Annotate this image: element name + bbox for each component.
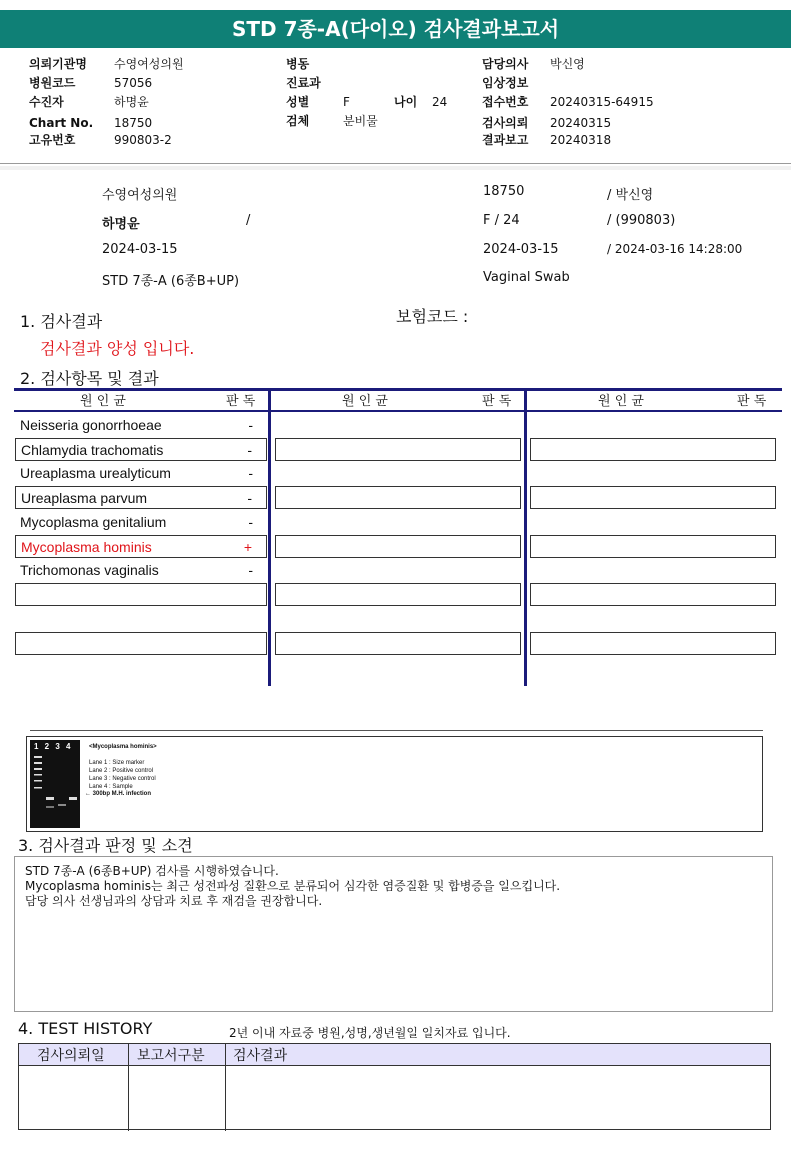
gel-divider bbox=[30, 730, 763, 731]
summary-datetime: / 2024-03-16 14:28:00 bbox=[607, 242, 743, 256]
empty-row bbox=[275, 583, 521, 606]
pathogen-result: + bbox=[243, 539, 252, 555]
request-value: 20240315 bbox=[550, 116, 612, 130]
empty-row bbox=[15, 583, 267, 606]
id-label: 고유번호 bbox=[29, 133, 76, 147]
summary-chart: 18750 bbox=[483, 184, 525, 199]
history-note: 2년 이내 자료중 병원,성명,생년월일 일치자료 입니다. bbox=[229, 1026, 511, 1040]
pathogen-result: - bbox=[248, 417, 253, 433]
pathogen-name: Ureaplasma urealyticum bbox=[20, 465, 171, 481]
col-header-pathogen-2: 원 인 균 bbox=[342, 394, 388, 409]
section3-title: 3. 검사결과 판정 및 소견 bbox=[18, 836, 193, 855]
result-row bbox=[15, 511, 267, 534]
history-col-divider bbox=[128, 1044, 129, 1131]
hospital-value: 수영여성의원 bbox=[114, 57, 184, 71]
summary-slash: / bbox=[246, 213, 251, 228]
code-label: 병원코드 bbox=[29, 76, 76, 90]
empty-row bbox=[275, 486, 521, 509]
doctor-label: 담당의사 bbox=[482, 57, 529, 71]
result-row bbox=[15, 559, 267, 582]
empty-row bbox=[275, 535, 521, 558]
history-header bbox=[19, 1044, 770, 1066]
empty-row bbox=[530, 583, 776, 606]
receipt-label: 접수번호 bbox=[482, 95, 529, 109]
result-row bbox=[15, 438, 267, 461]
report-value: 20240318 bbox=[550, 133, 612, 147]
col-header-result-3: 판 독 bbox=[737, 394, 767, 409]
positive-result-text: 검사결과 양성 입니다. bbox=[40, 339, 195, 358]
code-value: 57056 bbox=[114, 76, 153, 90]
chart-value: 18750 bbox=[114, 116, 153, 130]
report-title: STD 7종-A(다이오) 검사결과보고서 bbox=[0, 10, 791, 48]
col-header-pathogen-3: 원 인 균 bbox=[598, 394, 644, 409]
history-table bbox=[18, 1043, 771, 1130]
comment-box bbox=[14, 856, 773, 1012]
table-divider-2 bbox=[524, 388, 527, 686]
id-value: 990803-2 bbox=[114, 133, 172, 147]
gel-lane-numbers: 1 2 3 4 bbox=[34, 742, 73, 751]
doctor-value: 박신영 bbox=[550, 57, 585, 71]
hospital-label: 의뢰기관명 bbox=[29, 57, 87, 71]
summary-sex-age: F / 24 bbox=[483, 213, 520, 228]
patient-label: 수진자 bbox=[29, 95, 64, 109]
pathogen-name: Ureaplasma parvum bbox=[21, 490, 148, 506]
section4-title: 4. TEST HISTORY bbox=[18, 1019, 153, 1038]
summary-hospital: 수영여성의원 bbox=[102, 188, 178, 203]
gel-lane4: Lane 4 : Sample bbox=[89, 784, 133, 790]
gel-title: <Mycoplasma hominis> bbox=[89, 744, 157, 750]
summary-doctor: / 박신영 bbox=[607, 188, 654, 203]
pathogen-result: - bbox=[247, 490, 252, 506]
result-row-positive bbox=[15, 535, 267, 558]
result-row bbox=[15, 414, 267, 437]
empty-row bbox=[530, 486, 776, 509]
pathogen-result: - bbox=[247, 442, 252, 458]
chart-label: Chart No. bbox=[29, 116, 94, 130]
summary-specimen: Vaginal Swab bbox=[483, 270, 570, 285]
summary-birth: / (990803) bbox=[607, 213, 676, 228]
pathogen-result: - bbox=[248, 514, 253, 530]
clinical-label: 임상정보 bbox=[482, 76, 529, 90]
empty-row bbox=[15, 632, 267, 655]
insurance-code-label: 보험코드 : bbox=[396, 307, 469, 326]
sex-label: 성별 bbox=[286, 95, 310, 109]
patient-value: 하명윤 bbox=[114, 95, 149, 109]
gel-image bbox=[30, 740, 80, 828]
summary-date1: 2024-03-15 bbox=[102, 242, 178, 257]
age-value: 24 bbox=[432, 95, 448, 109]
specimen-value: 분비물 bbox=[343, 114, 378, 128]
summary-test: STD 7종-A (6종B+UP) bbox=[102, 274, 240, 289]
specimen-label: 검체 bbox=[286, 114, 310, 128]
result-row bbox=[15, 462, 267, 485]
empty-row bbox=[530, 535, 776, 558]
gel-lane2: Lane 2 : Positive control bbox=[89, 768, 154, 774]
table-top-border bbox=[14, 388, 782, 391]
col-header-result-1: 판 독 bbox=[226, 394, 256, 409]
empty-row bbox=[530, 632, 776, 655]
pathogen-result: - bbox=[248, 465, 253, 481]
comment-line: 담당 의사 선생님과의 상담과 치료 후 재검을 권장합니다. bbox=[25, 894, 323, 908]
gel-lane3: Lane 3 : Negative control bbox=[89, 776, 156, 782]
history-col-result: 검사결과 bbox=[233, 1048, 288, 1064]
history-col-divider bbox=[225, 1044, 226, 1131]
gel-lane1: Lane 1 : Size marker bbox=[89, 760, 145, 766]
empty-row bbox=[275, 438, 521, 461]
history-col-report-type: 보고서구분 bbox=[137, 1048, 205, 1064]
summary-date2: 2024-03-15 bbox=[483, 242, 559, 257]
pathogen-name: Mycoplasma hominis bbox=[21, 539, 152, 555]
sex-value: F bbox=[343, 95, 350, 109]
header-divider bbox=[0, 163, 791, 164]
receipt-value: 20240315-64915 bbox=[550, 95, 654, 109]
dept-label: 진료과 bbox=[286, 76, 321, 90]
gel-electrophoresis-panel bbox=[26, 736, 763, 832]
section1-title: 1. 검사결과 bbox=[20, 312, 103, 331]
summary-patient: 하명윤 bbox=[102, 217, 140, 232]
comment-line: STD 7종-A (6종B+UP) 검사를 시행하였습니다. bbox=[25, 864, 279, 878]
table-divider-1 bbox=[268, 388, 271, 686]
table-header-border bbox=[14, 410, 782, 412]
col-header-pathogen-1: 원 인 균 bbox=[80, 394, 126, 409]
gel-bands bbox=[30, 740, 80, 828]
col-header-result-2: 판 독 bbox=[482, 394, 512, 409]
history-col-request-date: 검사의뢰일 bbox=[37, 1048, 105, 1064]
header-gap bbox=[0, 166, 791, 170]
gel-annotation: ← 300bp M.H. infection bbox=[85, 791, 152, 797]
age-label: 나이 bbox=[394, 95, 418, 109]
pathogen-name: Mycoplasma genitalium bbox=[20, 514, 167, 530]
empty-row bbox=[275, 632, 521, 655]
request-label: 검사의뢰 bbox=[482, 116, 529, 130]
gel-legend bbox=[89, 743, 157, 791]
section2-title: 2. 검사항목 및 결과 bbox=[20, 369, 159, 388]
empty-row bbox=[530, 438, 776, 461]
pathogen-name: Trichomonas vaginalis bbox=[20, 562, 159, 578]
comment-line: Mycoplasma hominis는 최근 성전파성 질환으로 분류되어 심각한 염증질환 및 합병증을 일으킵니다. bbox=[25, 879, 561, 893]
report-label: 결과보고 bbox=[482, 133, 529, 147]
pathogen-name: Chlamydia trachomatis bbox=[21, 442, 164, 458]
result-row bbox=[15, 486, 267, 509]
pathogen-result: - bbox=[248, 562, 253, 578]
pathogen-name: Neisseria gonorrhoeae bbox=[20, 417, 162, 433]
ward-label: 병동 bbox=[286, 57, 310, 71]
